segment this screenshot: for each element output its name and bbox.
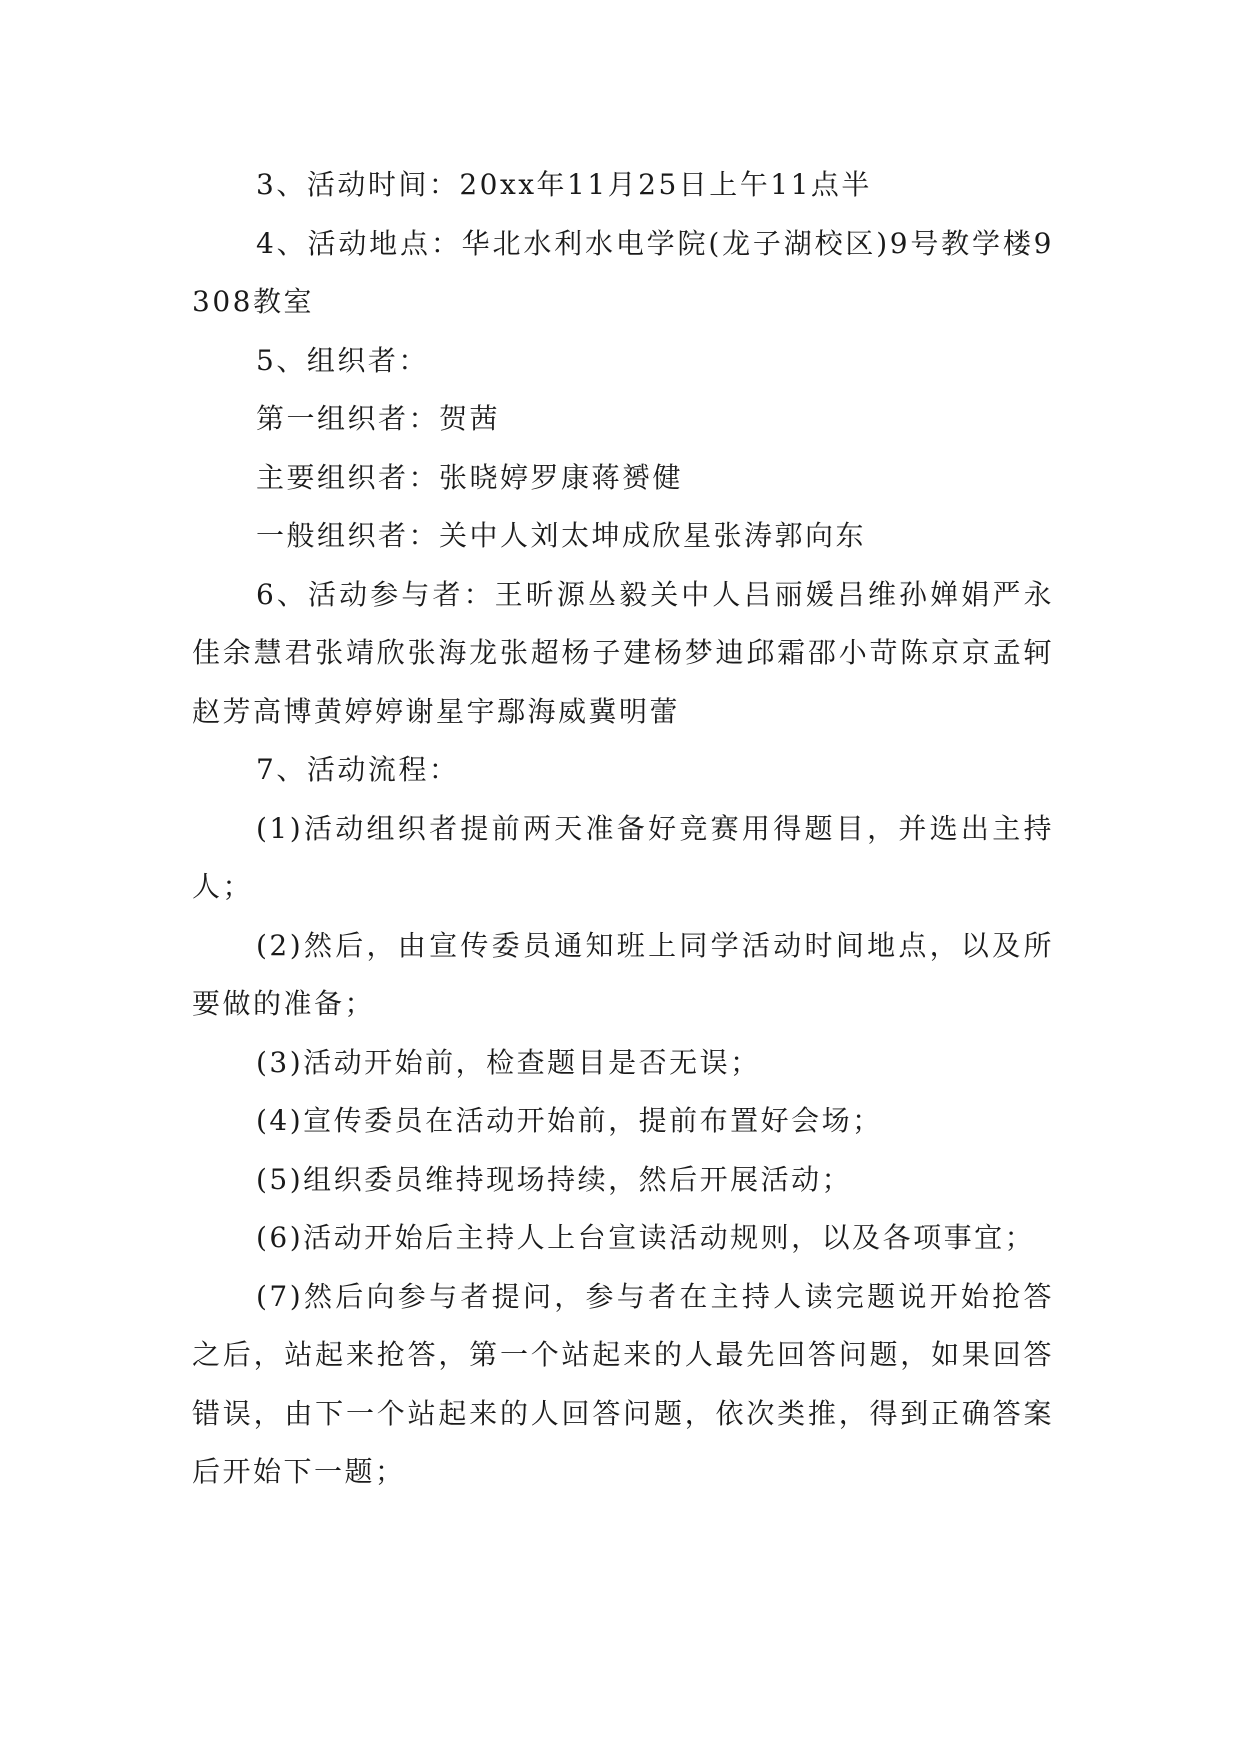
paragraph-activity-location: 4、活动地点：华北水利水电学院(龙子湖校区)9号教学楼9308教室 [192, 226, 1054, 318]
paragraph-step-1: (1)活动组织者提前两天准备好竞赛用得题目，并选出主持人； [192, 811, 1054, 903]
paragraph-first-organizer: 第一组织者：贺茜 [256, 402, 501, 435]
paragraph-step-5: (5)组织委员维持现场持续，然后开展活动； [256, 1162, 853, 1196]
paragraph-step-4: (4)宣传委员在活动开始前，提前布置好会场； [256, 1104, 883, 1137]
paragraph-process-heading: 7、活动流程： [256, 753, 460, 786]
paragraph-activity-time: 3、活动时间：20xx年11月25日上午11点半 [256, 168, 872, 201]
paragraph-general-organizers: 一般组织者：关中人刘太坤成欣星张涛郭向东 [256, 519, 867, 552]
paragraph-step-6: (6)活动开始后主持人上台宣读活动规则，以及各项事宜； [256, 1221, 1036, 1254]
paragraph-organizers-heading: 5、组织者： [256, 343, 429, 377]
paragraph-step-7: (7)然后向参与者提问，参与者在主持人读完题说开始抢答之后，站起来抢答，第一个站起来的人最先回答问题，如果回答错误，由下一个站起来的人回答问题，依次类推，得到正确答案后开始下一题； [192, 1279, 1054, 1488]
paragraph-participants: 6、活动参与者：王昕源丛毅关中人吕丽媛吕维孙婵娟严永佳余慧君张靖欣张海龙张超杨子建杨梦迪邱霜邵小苛陈京京孟轲赵芳高博黄婷婷谢星宇鄢海威冀明蕾 [192, 577, 1054, 728]
paragraph-step-3: (3)活动开始前，检查题目是否无误； [256, 1045, 761, 1079]
document-body [192, 156, 1054, 1502]
paragraph-main-organizers: 主要组织者：张晓婷罗康蒋赟健 [256, 460, 684, 494]
paragraph-step-2: (2)然后，由宣传委员通知班上同学活动时间地点，以及所要做的准备； [192, 928, 1054, 1020]
